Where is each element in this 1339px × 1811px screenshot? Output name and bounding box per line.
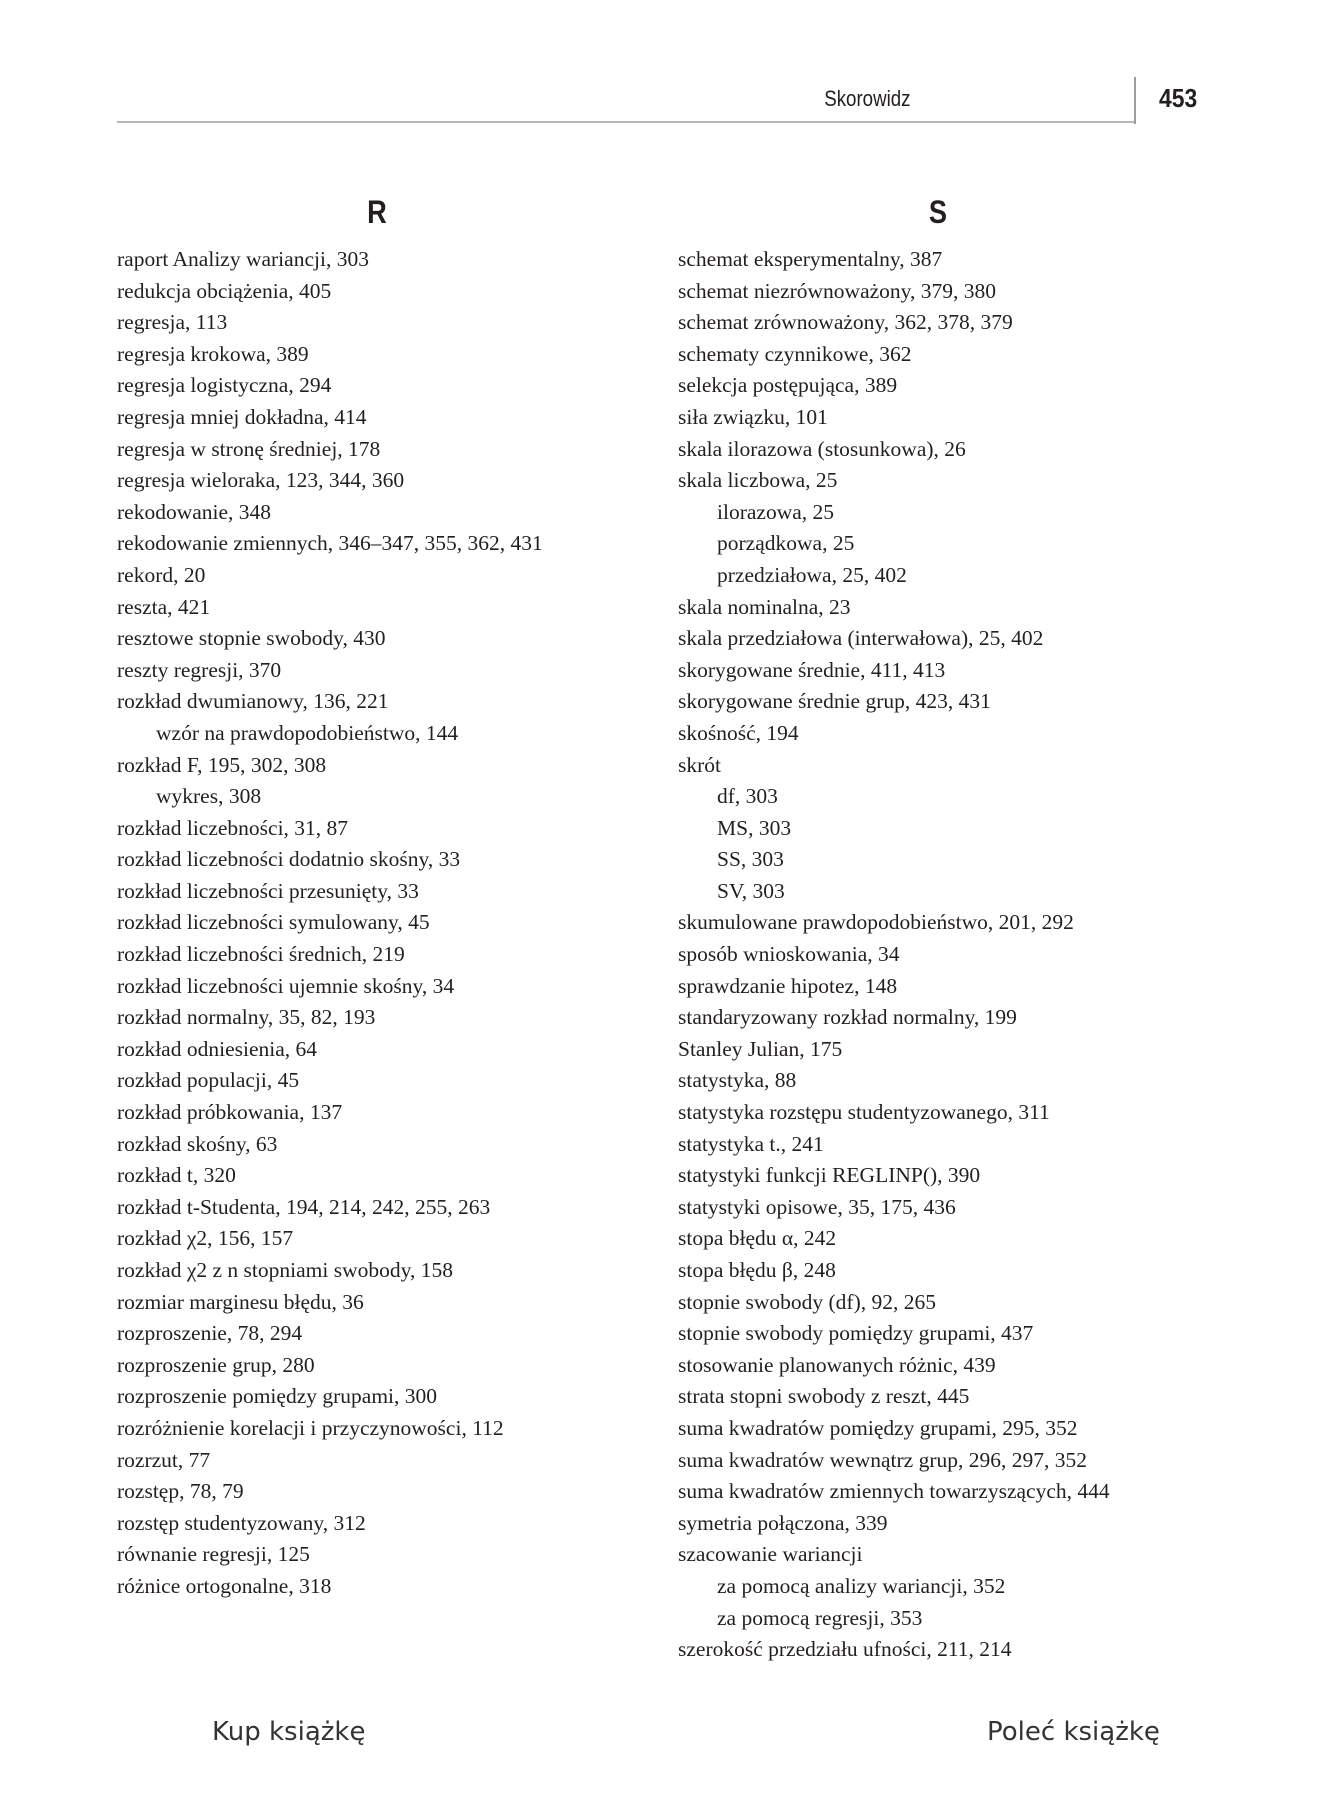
index-entry: rozkład t-Studenta, 194, 214, 242, 255, 263	[117, 1194, 491, 1219]
index-entry: skala nominalna, 23	[678, 594, 851, 619]
page-number: 453	[1159, 83, 1198, 113]
index-entry: rozrzut, 77	[117, 1447, 211, 1472]
index-entry: suma kwadratów wewnątrz grup, 296, 297, 352	[678, 1447, 1088, 1472]
index-entry: rozkład liczebności średnich, 219	[117, 942, 405, 967]
index-entry: szacowanie wariancji	[678, 1542, 863, 1567]
index-entry: standaryzowany rozkład normalny, 199	[678, 1005, 1017, 1030]
index-entry: rozkład t, 320	[117, 1163, 236, 1188]
index-entry: rekodowanie zmiennych, 346–347, 355, 362, 431	[117, 531, 543, 556]
index-entry-list	[117, 244, 637, 1603]
index-subentry: SV, 303	[717, 878, 785, 903]
index-entry: sposób wnioskowania, 34	[678, 942, 900, 967]
index-entry: rozkład χ2 z n stopniami swobody, 158	[117, 1258, 453, 1282]
index-entry: regresja krokowa, 389	[117, 341, 309, 366]
index-entry: rekord, 20	[117, 562, 206, 587]
index-entry: różnice ortogonalne, 318	[117, 1573, 332, 1598]
index-column-r	[117, 192, 637, 1603]
index-subentry: za pomocą analizy wariancji, 352	[717, 1573, 1006, 1598]
index-subentry: MS, 303	[717, 815, 792, 840]
index-entry: statystyki opisowe, 35, 175, 436	[678, 1194, 956, 1219]
index-entry: reszta, 421	[117, 594, 211, 619]
index-entry: symetria połączona, 339	[678, 1510, 888, 1535]
index-entry: skala przedziałowa (interwałowa), 25, 402	[678, 626, 1044, 651]
index-column-s	[678, 192, 1238, 1666]
index-entry: siła związku, 101	[678, 404, 828, 429]
index-entry: selekcja postępująca, 389	[678, 373, 898, 398]
index-entry: rozkład skośny, 63	[117, 1131, 278, 1156]
index-subentry: ilorazowa, 25	[717, 499, 835, 524]
recommend-book-link[interactable]: Poleć książkę	[987, 1717, 1160, 1747]
index-entry: rozkład liczebności, 31, 87	[117, 815, 349, 840]
index-entry: skala liczbowa, 25	[678, 468, 838, 493]
index-entry: statystyka t., 241	[678, 1131, 824, 1156]
index-letter-heading: R	[367, 194, 387, 230]
index-subentry: df, 303	[717, 784, 778, 809]
index-entry: stopnie swobody pomiędzy grupami, 437	[678, 1321, 1034, 1346]
index-entry: regresja mniej dokładna, 414	[117, 404, 367, 429]
index-entry: rozproszenie, 78, 294	[117, 1321, 303, 1346]
running-head-divider	[1134, 77, 1136, 124]
index-entry: skrót	[678, 752, 721, 777]
index-entry: skośność, 194	[678, 720, 799, 745]
index-entry: rozproszenie grup, 280	[117, 1352, 315, 1377]
index-entry: rozkład liczebności symulowany, 45	[117, 910, 430, 935]
index-entry: regresja wieloraka, 123, 344, 360	[117, 468, 405, 493]
index-entry: regresja, 113	[117, 310, 228, 335]
index-entry: rozkład dwumianowy, 136, 221	[117, 689, 389, 714]
index-subentry: SS, 303	[717, 847, 784, 872]
index-subentry: za pomocą regresji, 353	[717, 1605, 923, 1630]
index-entry: rozstęp, 78, 79	[117, 1479, 244, 1504]
index-entry: suma kwadratów pomiędzy grupami, 295, 352	[678, 1415, 1078, 1440]
index-entry: Stanley Julian, 175	[678, 1036, 843, 1061]
buy-book-link[interactable]: Kup książkę	[212, 1717, 366, 1747]
index-entry: rozkład odniesienia, 64	[117, 1036, 318, 1061]
index-entry: statystyka, 88	[678, 1068, 797, 1093]
index-entry: szerokość przedziału ufności, 211, 214	[678, 1637, 1012, 1662]
index-subentry: porządkowa, 25	[717, 531, 855, 556]
running-head-section: Skorowidz	[823, 86, 910, 111]
index-entry: skala ilorazowa (stosunkowa), 26	[678, 436, 966, 461]
index-entry: redukcja obciążenia, 405	[117, 278, 332, 303]
index-entry: reszty regresji, 370	[117, 657, 282, 682]
index-entry-list	[678, 244, 1238, 1666]
index-entry: rozmiar marginesu błędu, 36	[117, 1289, 364, 1314]
index-entry: rozkład normalny, 35, 82, 193	[117, 1005, 376, 1030]
index-entry: rozróżnienie korelacji i przyczynowości, 112	[117, 1415, 504, 1440]
index-entry: rozkład liczebności przesunięty, 33	[117, 878, 419, 903]
header-rule	[117, 121, 1134, 123]
index-entry: stopa błędu β, 248	[678, 1258, 836, 1282]
index-entry: stopnie swobody (df), 92, 265	[678, 1289, 936, 1314]
index-entry: rozkład liczebności dodatnio skośny, 33	[117, 847, 461, 872]
index-entry: resztowe stopnie swobody, 430	[117, 626, 386, 651]
index-entry: stopa błędu α, 242	[678, 1226, 837, 1251]
index-entry: sprawdzanie hipotez, 148	[678, 973, 898, 998]
index-entry: stosowanie planowanych różnic, 439	[678, 1352, 996, 1377]
index-entry: rozproszenie pomiędzy grupami, 300	[117, 1384, 438, 1409]
index-letter-heading: S	[928, 194, 948, 230]
index-entry: suma kwadratów zmiennych towarzyszących, 444	[678, 1479, 1110, 1504]
index-entry: rekodowanie, 348	[117, 499, 272, 524]
index-entry: skorygowane średnie grup, 423, 431	[678, 689, 991, 714]
index-entry: schemat niezrównoważony, 379, 380	[678, 278, 997, 303]
index-entry: skorygowane średnie, 411, 413	[678, 657, 946, 682]
index-subentry: wzór na prawdopodobieństwo, 144	[156, 720, 459, 745]
index-entry: równanie regresji, 125	[117, 1542, 310, 1567]
index-entry: rozkład F, 195, 302, 308	[117, 752, 327, 777]
index-entry: strata stopni swobody z reszt, 445	[678, 1384, 970, 1409]
index-entry: rozstęp studentyzowany, 312	[117, 1510, 366, 1535]
index-entry: statystyka rozstępu studentyzowanego, 311	[678, 1100, 1050, 1125]
index-entry: regresja logistyczna, 294	[117, 373, 332, 398]
index-entry: rozkład χ2, 156, 157	[117, 1226, 294, 1251]
index-entry: schemat eksperymentalny, 387	[678, 247, 943, 271]
index-subentry: przedziałowa, 25, 402	[717, 562, 907, 587]
index-entry: rozkład liczebności ujemnie skośny, 34	[117, 973, 455, 998]
index-entry: rozkład próbkowania, 137	[117, 1100, 343, 1125]
index-entry: schemat zrównoważony, 362, 378, 379	[678, 310, 1013, 335]
index-subentry: wykres, 308	[156, 784, 262, 809]
index-entry: raport Analizy wariancji, 303	[117, 247, 369, 271]
index-entry: schematy czynnikowe, 362	[678, 341, 912, 366]
index-entry: regresja w stronę średniej, 178	[117, 436, 381, 461]
index-entry: skumulowane prawdopodobieństwo, 201, 292	[678, 910, 1074, 935]
index-entry: rozkład populacji, 45	[117, 1068, 300, 1093]
index-entry: statystyki funkcji REGLINP(), 390	[678, 1163, 981, 1188]
